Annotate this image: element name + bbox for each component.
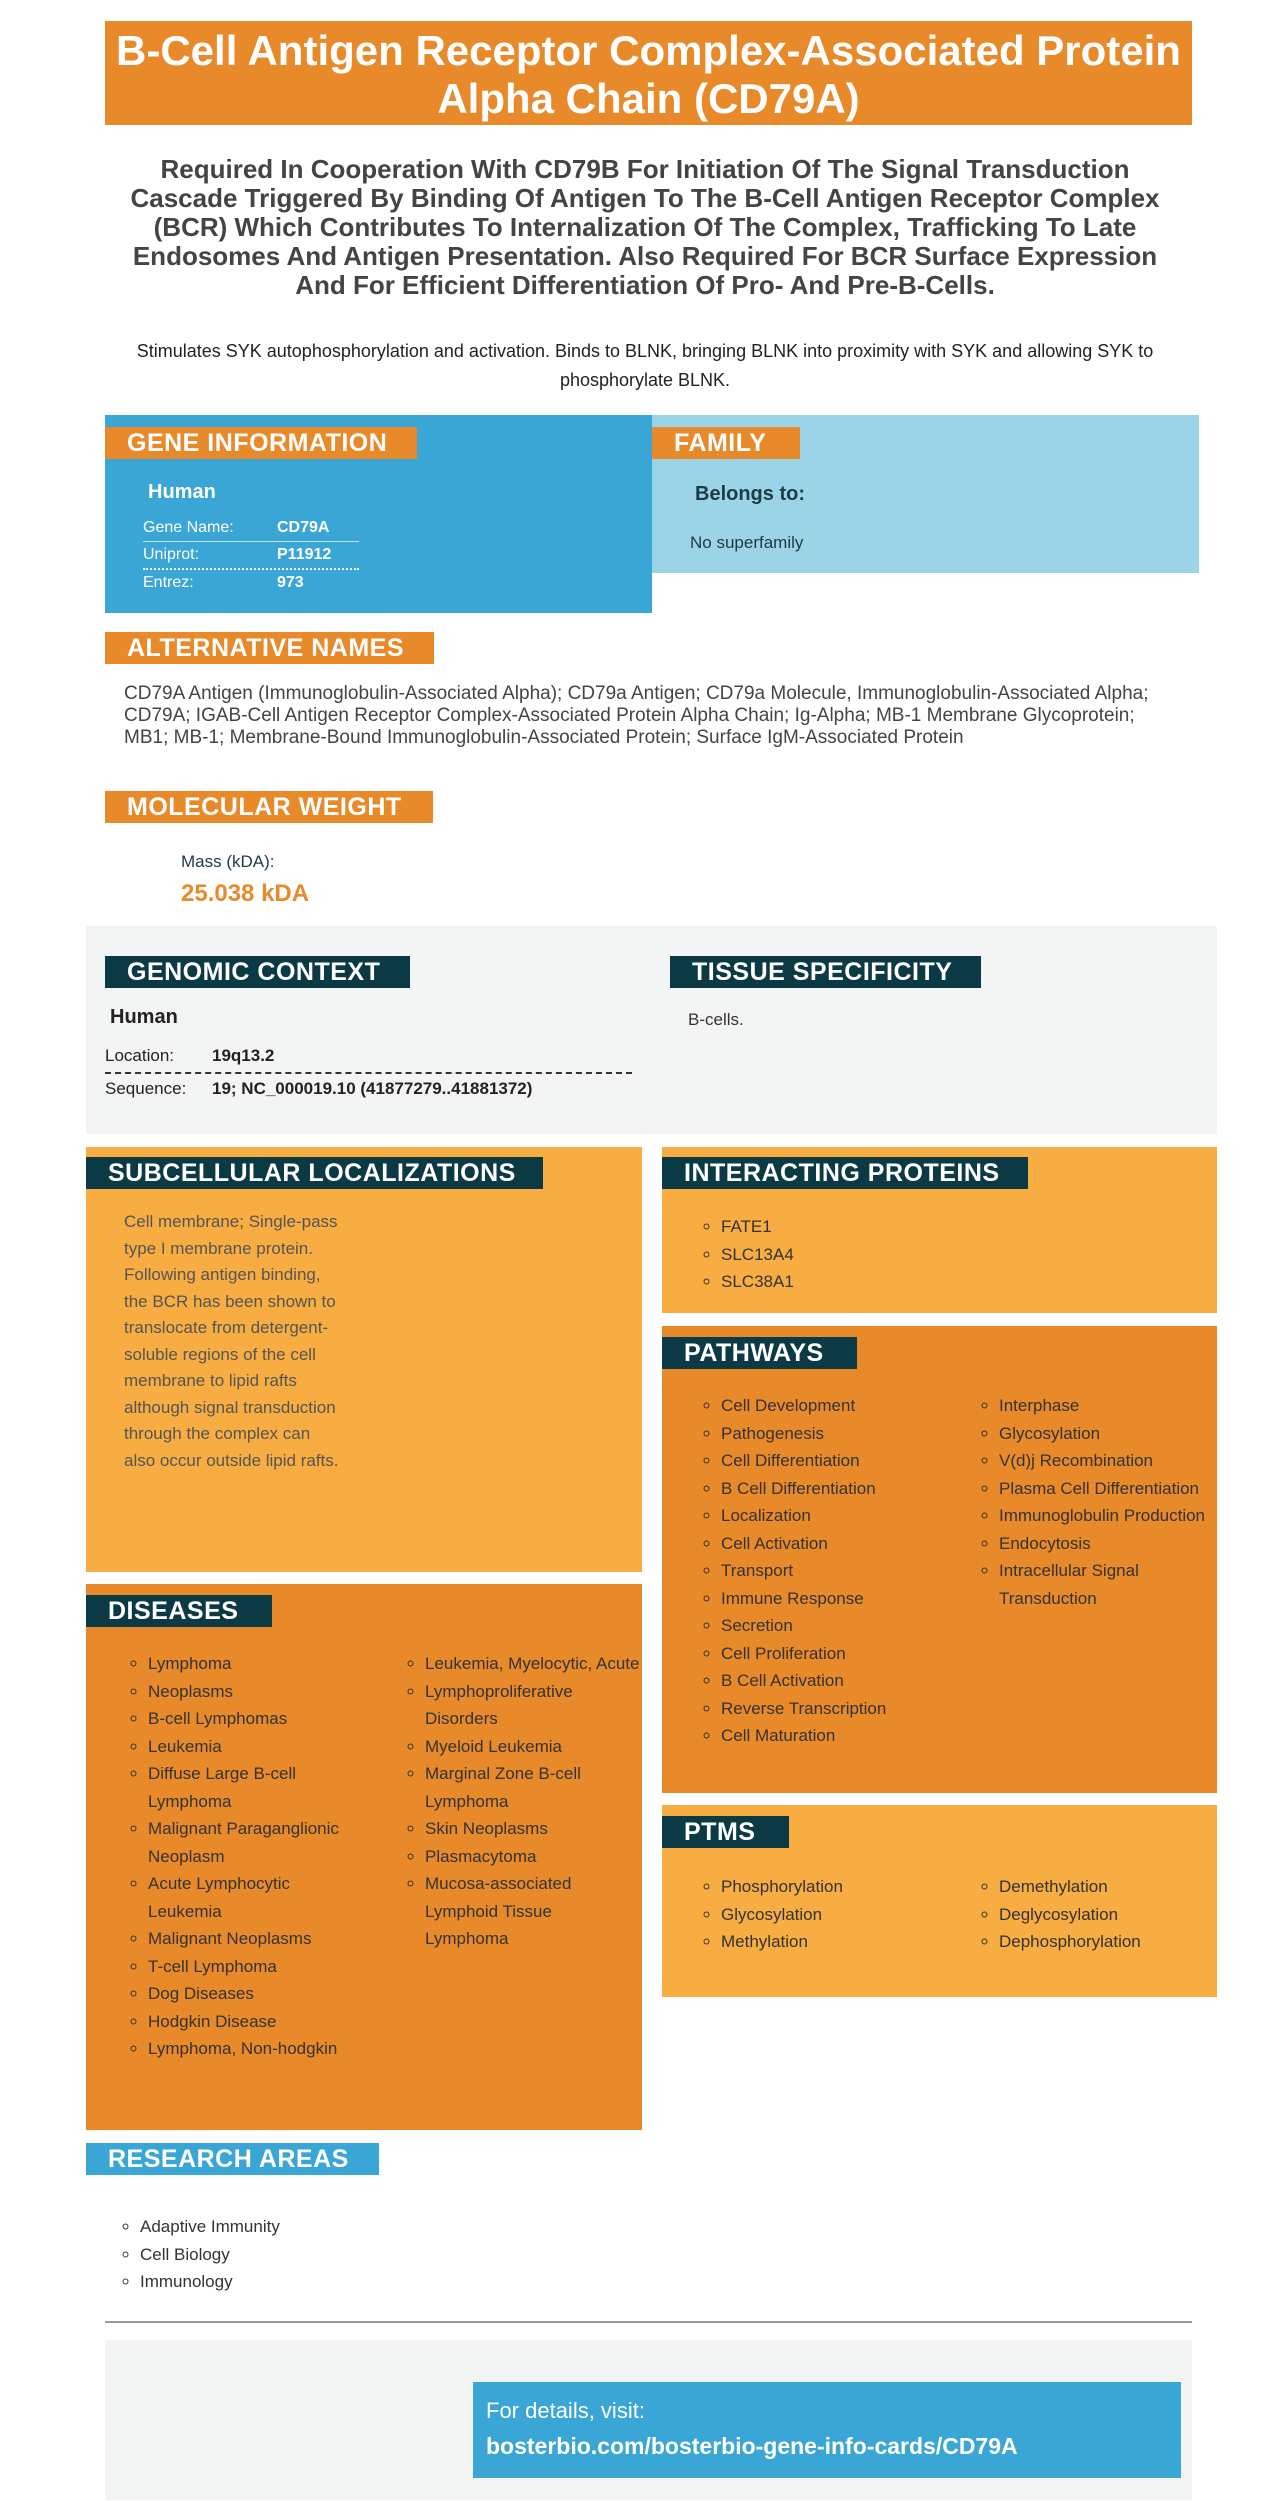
list-item: ◦ B Cell Activation bbox=[721, 1667, 961, 1695]
family-belongs-label: Belongs to: bbox=[695, 483, 805, 505]
alt-names-text: CD79A Antigen (Immunoglobulin-Associated Alpha); CD79a Antigen; CD79a Molecule, Immunoglobulin-Associated Alpha; CD79A; IGAB-Cell Antigen Receptor Complex-Associated Protein Alpha Chain; Ig-Alpha; MB-1 Membrane Glycoprotein; MB1; MB-1; Membrane-Bound Immunoglobulin-Associated Protein; Surface IgM-Associated Protein bbox=[124, 683, 1149, 748]
sequence-value: 19; NC_000019.10 (41877279..41881372) bbox=[212, 1079, 533, 1098]
list-item: ◦ Pathogenesis bbox=[721, 1420, 961, 1448]
genomic-species: Human bbox=[110, 1006, 178, 1028]
list-item: ◦ Glycosylation bbox=[999, 1420, 1214, 1448]
family-value: No superfamily bbox=[690, 533, 804, 552]
location-row bbox=[105, 1042, 632, 1074]
list-item: ◦ Lymphoproliferative Disorders bbox=[425, 1678, 640, 1733]
list-item: ◦ FATE1 bbox=[721, 1213, 1021, 1241]
list-item: ◦ Marginal Zone B-cell Lymphoma bbox=[425, 1760, 640, 1815]
list-item: ◦ Intracellular Signal Transduction bbox=[999, 1557, 1214, 1612]
details-link[interactable]: bosterbio.com/bosterbio-gene-info-cards/CD79A bbox=[486, 2433, 1018, 2459]
research-areas-heading: RESEARCH AREAS bbox=[86, 2143, 379, 2175]
list-item: ◦ Demethylation bbox=[999, 1873, 1214, 1901]
alt-names-heading: ALTERNATIVE NAMES bbox=[105, 632, 434, 664]
list-item: ◦ Endocytosis bbox=[999, 1530, 1214, 1558]
list-item: ◦ Secretion bbox=[721, 1612, 961, 1640]
list-item: ◦ Cell Activation bbox=[721, 1530, 961, 1558]
list-item: ◦ Methylation bbox=[721, 1928, 961, 1956]
list-item: ◦ Cell Biology bbox=[140, 2241, 540, 2269]
diseases-panel bbox=[86, 1584, 642, 2130]
gene-info-panel bbox=[105, 415, 652, 613]
page-title: B-Cell Antigen Receptor Complex-Associated Protein Alpha Chain (CD79A) bbox=[105, 21, 1192, 125]
list-item: ◦ Hodgkin Disease bbox=[148, 2008, 368, 2036]
ptms-panel bbox=[662, 1805, 1217, 1997]
list-item: ◦ Localization bbox=[721, 1502, 961, 1530]
pathways-heading: PATHWAYS bbox=[662, 1337, 857, 1369]
list-item: ◦ Leukemia bbox=[148, 1733, 368, 1761]
list-item: ◦ Interphase bbox=[999, 1392, 1214, 1420]
list-item: ◦ Malignant Neoplasms bbox=[148, 1925, 368, 1953]
list-item: ◦ Immune Response bbox=[721, 1585, 961, 1613]
list-item: ◦ Immunoglobulin Production bbox=[999, 1502, 1214, 1530]
list-item: ◦ Lymphoma, Non-hodgkin bbox=[148, 2035, 368, 2063]
list-item: ◦ Cell Proliferation bbox=[721, 1640, 961, 1668]
uniprot-value: P11912 bbox=[277, 546, 332, 563]
sequence-row bbox=[105, 1077, 632, 1103]
footer-divider bbox=[105, 2321, 1192, 2323]
subcellular-text: Cell membrane; Single-pass type I membrane protein. Following antigen binding, the BCR has been shown to translocate from detergent-soluble regions of the cell membrane to lipid rafts although signal transduction through the complex can also occur outside lipid rafts. bbox=[124, 1212, 339, 1470]
uniprot-label: Uniprot: bbox=[143, 546, 200, 563]
family-panel bbox=[652, 415, 1199, 573]
list-item: ◦ B-cell Lymphomas bbox=[148, 1705, 368, 1733]
list-item: ◦ V(d)j Recombination bbox=[999, 1447, 1214, 1475]
list-item: ◦ SLC13A4 bbox=[721, 1241, 1021, 1269]
sequence-label: Sequence: bbox=[105, 1079, 187, 1098]
tissue-specificity-heading: TISSUE SPECIFICITY bbox=[670, 956, 981, 988]
entrez-label: Entrez: bbox=[143, 574, 194, 591]
list-item: ◦ B Cell Differentiation bbox=[721, 1475, 961, 1503]
list-item: ◦ Cell Development bbox=[721, 1392, 961, 1420]
list-item: ◦ Plasma Cell Differentiation bbox=[999, 1475, 1214, 1503]
ptms-list-2 bbox=[967, 1873, 1214, 1956]
list-item: ◦ Dephosphorylation bbox=[999, 1928, 1214, 1956]
location-label: Location: bbox=[105, 1046, 174, 1065]
diseases-list-1 bbox=[116, 1650, 368, 2063]
list-item: ◦ Deglycosylation bbox=[999, 1901, 1214, 1929]
details-intro: For details, visit: bbox=[486, 2398, 645, 2423]
interacting-heading: INTERACTING PROTEINS bbox=[662, 1157, 1028, 1189]
list-item: ◦ Immunology bbox=[140, 2268, 540, 2296]
list-item: ◦ Lymphoma bbox=[148, 1650, 368, 1678]
list-item: ◦ Plasmacytoma bbox=[425, 1843, 640, 1871]
list-item: ◦ Dog Diseases bbox=[148, 1980, 368, 2008]
details-callout[interactable] bbox=[473, 2382, 1181, 2478]
function-summary: Required In Cooperation With CD79B For Initiation Of The Signal Transduction Cascade Triggered By Binding Of Antigen To The B-Cell Antigen Receptor Complex (BCR) Which Contributes To Internalization Of The Complex, Trafficking To Late Endosomes And Antigen Presentation. Also Required For BCR Surface Expression And For Efficient Differentiation Of Pro- And Pre-B-Cells. bbox=[130, 154, 1160, 300]
entrez-value: 973 bbox=[277, 574, 304, 591]
list-item: ◦ Diffuse Large B-cell Lymphoma bbox=[148, 1760, 368, 1815]
list-item: ◦ Acute Lymphocytic Leukemia bbox=[148, 1870, 368, 1925]
subcellular-panel bbox=[86, 1147, 642, 1572]
list-item: ◦ Malignant Paraganglionic Neoplasm bbox=[148, 1815, 368, 1870]
diseases-list-2 bbox=[393, 1650, 640, 1953]
list-item: ◦ T-cell Lymphoma bbox=[148, 1953, 368, 1981]
list-item: ◦ Cell Maturation bbox=[721, 1722, 961, 1750]
interacting-panel bbox=[662, 1147, 1217, 1313]
subcellular-heading: SUBCELLULAR LOCALIZATIONS bbox=[86, 1157, 543, 1189]
list-item: ◦ Skin Neoplasms bbox=[425, 1815, 640, 1843]
pathways-panel bbox=[662, 1326, 1217, 1793]
list-item: ◦ Phosphorylation bbox=[721, 1873, 961, 1901]
diseases-heading: DISEASES bbox=[86, 1595, 272, 1627]
gene-name-value: CD79A bbox=[277, 519, 330, 536]
list-item: ◦ Neoplasms bbox=[148, 1678, 368, 1706]
mass-label: Mass (kDA): bbox=[181, 852, 275, 871]
list-item: ◦ Transport bbox=[721, 1557, 961, 1585]
uniprot-row bbox=[143, 541, 359, 570]
gene-name-row bbox=[143, 514, 359, 542]
function-description: Stimulates SYK autophosphorylation and activation. Binds to BLNK, bringing BLNK into proximity with SYK and allowing SYK to phosphorylate BLNK. bbox=[136, 341, 1154, 390]
molecular-weight-heading: MOLECULAR WEIGHT bbox=[105, 791, 433, 823]
gene-info-heading: GENE INFORMATION bbox=[105, 427, 417, 459]
pathways-list-2 bbox=[967, 1392, 1214, 1612]
list-item: ◦ Glycosylation bbox=[721, 1901, 961, 1929]
entrez-row bbox=[143, 569, 359, 596]
genomic-context-heading: GENOMIC CONTEXT bbox=[105, 956, 410, 988]
gene-name-label: Gene Name: bbox=[143, 519, 234, 536]
family-heading: FAMILY bbox=[652, 427, 800, 459]
interacting-list bbox=[689, 1213, 1021, 1296]
list-item: ◦ SLC38A1 bbox=[721, 1268, 1021, 1296]
pathways-list-1 bbox=[689, 1392, 961, 1750]
ptms-heading: PTMS bbox=[662, 1816, 789, 1848]
list-item: ◦ Reverse Transcription bbox=[721, 1695, 961, 1723]
list-item: ◦ Leukemia, Myelocytic, Acute bbox=[425, 1650, 640, 1678]
location-value: 19q13.2 bbox=[212, 1046, 275, 1065]
ptms-list-1 bbox=[689, 1873, 961, 1956]
tissue-text: B-cells. bbox=[688, 1010, 744, 1029]
list-item: ◦ Cell Differentiation bbox=[721, 1447, 961, 1475]
mass-value: 25.038 kDA bbox=[181, 880, 310, 907]
research-list bbox=[108, 2213, 540, 2296]
list-item: ◦ Myeloid Leukemia bbox=[425, 1733, 640, 1761]
list-item: ◦ Mucosa-associated Lymphoid Tissue Lymphoma bbox=[425, 1870, 640, 1953]
list-item: ◦ Adaptive Immunity bbox=[140, 2213, 540, 2241]
gene-species: Human bbox=[148, 481, 216, 503]
